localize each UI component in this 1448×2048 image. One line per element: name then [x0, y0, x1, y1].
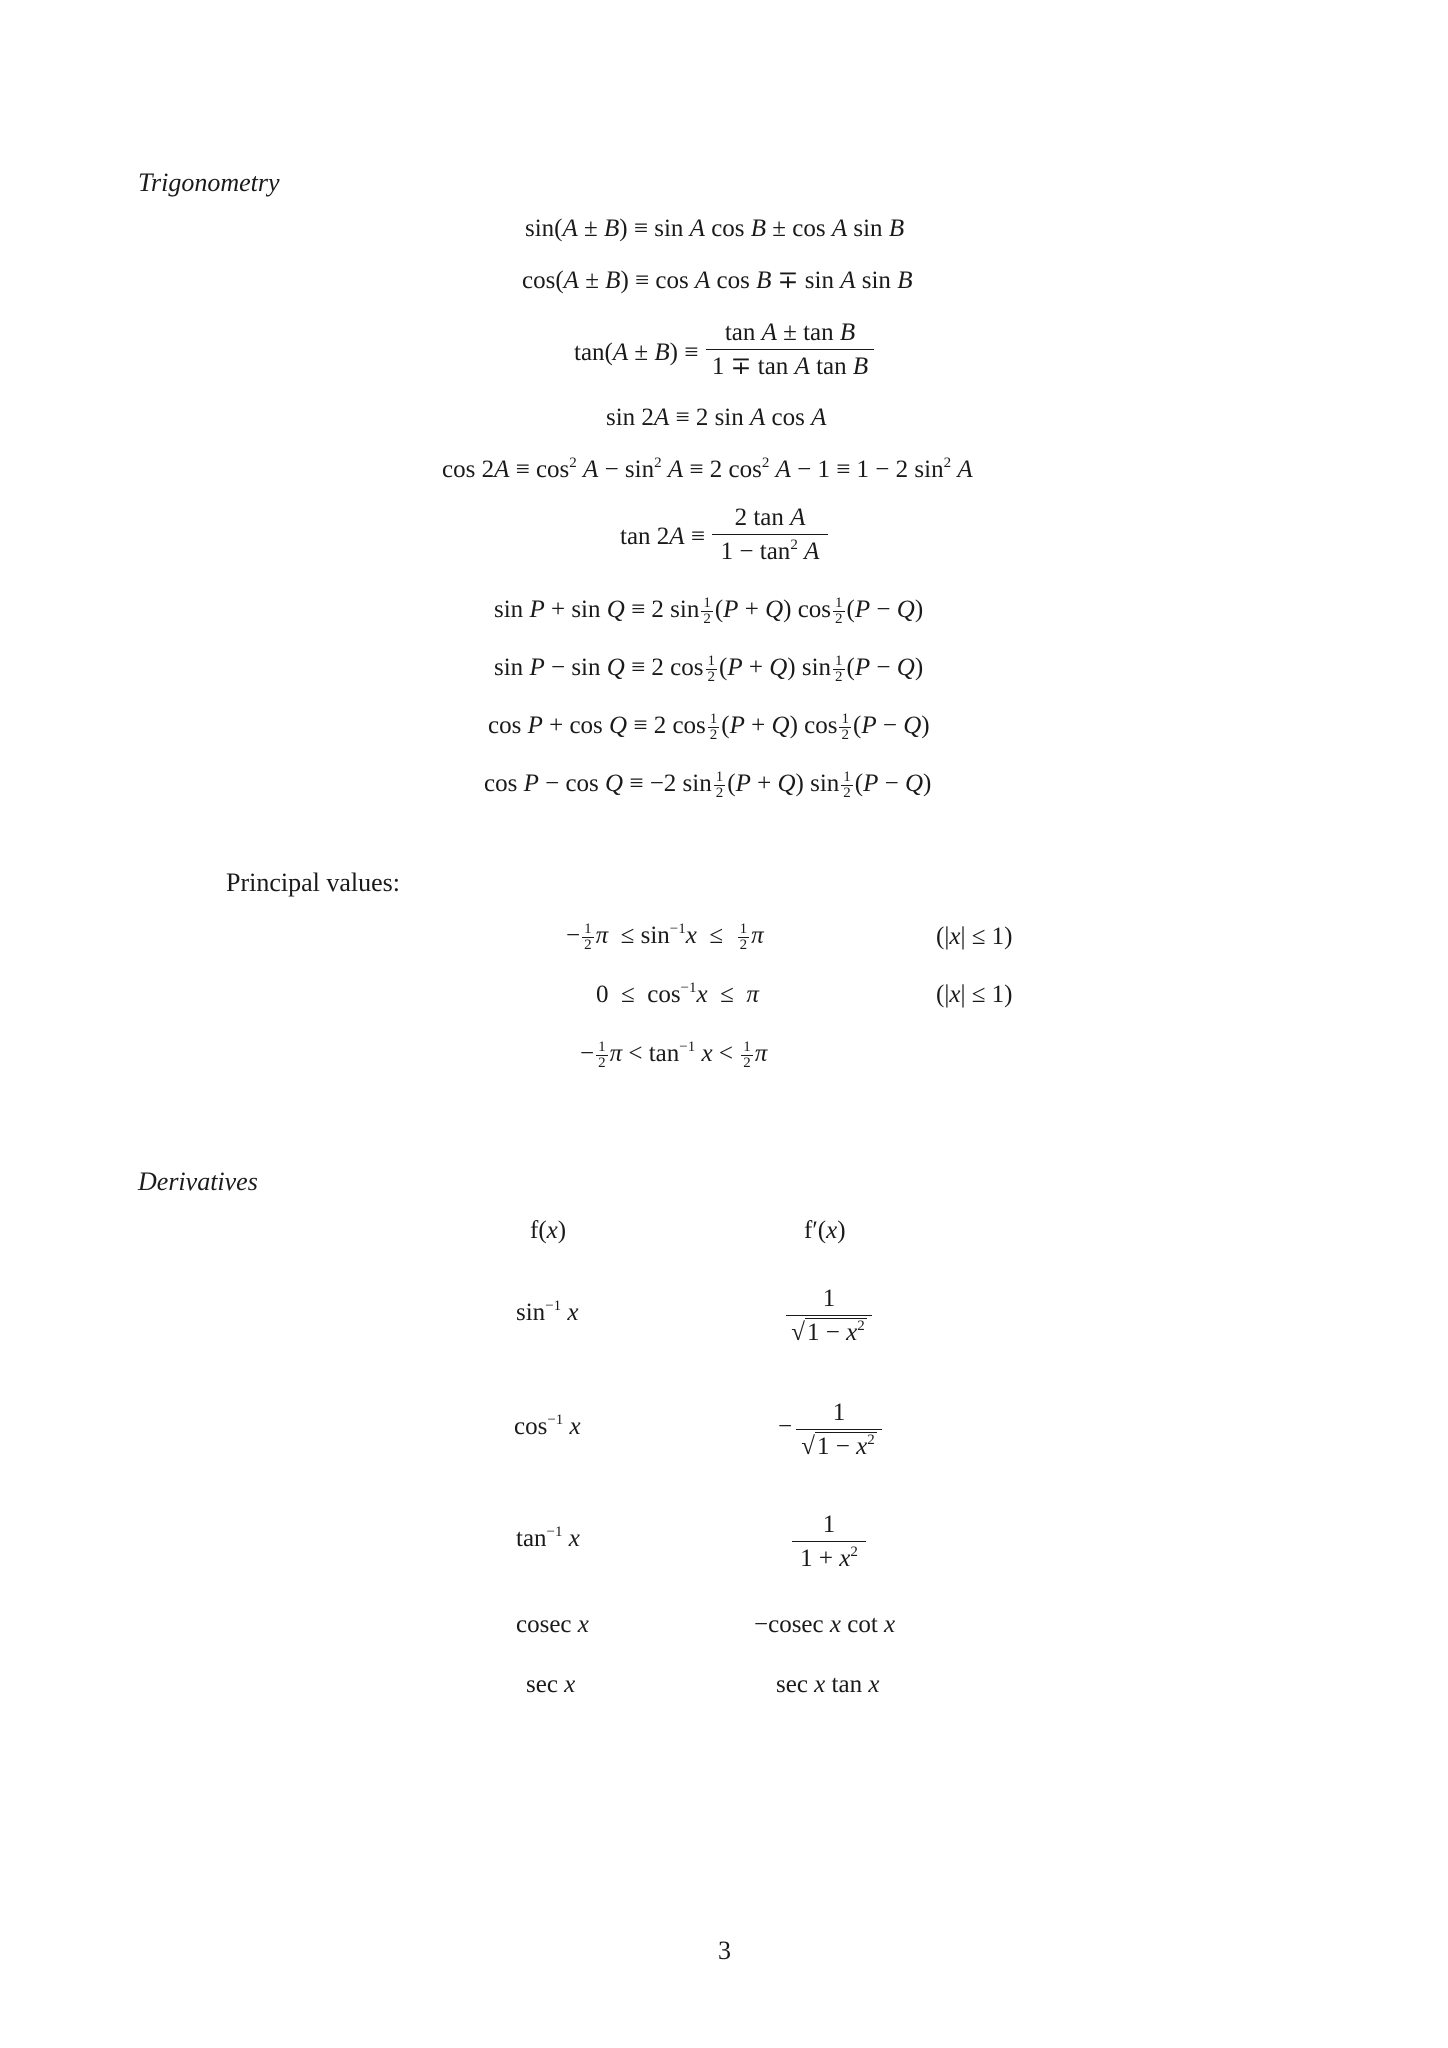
derivative-row-cosec-f: cosec x [516, 1611, 589, 1638]
principal-cos-range: $0 \le \cos^{-1}x \le \pi$ [596, 980, 759, 1008]
column-header-fprime: f′(x) [804, 1217, 846, 1244]
formula-sin-2a: sin 2A ≡ 2 sin A cos A [606, 404, 827, 431]
formula-sum-cos: cos P + cos Q ≡ 2 cos $\frac{1}{2}$ (P + Q) cos $\frac{1}{2}$ (P − Q) [488, 711, 930, 743]
derivative-row-arctan-df: $\frac{1}{1 + x^2}$ [792, 1512, 866, 1571]
derivative-row-cosec-df: −cosec x cot x [754, 1611, 896, 1638]
principal-sin-condition: (|x| ≤ 1) [936, 923, 1013, 950]
derivative-row-arcsin-f: $\sin^{-1} x$ [516, 1298, 579, 1326]
derivatives-heading: Derivatives [138, 1167, 258, 1196]
principal-sin-range: − $\frac{1}{2}$ $\pi \le \sin^{-1}x$ ≤ $\frac{1}{2}$ π [566, 921, 764, 953]
column-header-f: f(x) [530, 1217, 567, 1244]
derivative-row-arccos-df: $\frac{1}{√1 - x^2}$ [796, 1400, 882, 1459]
derivative-row-arcsin-df: $\frac{1}{√1 - x^2}$ [786, 1286, 872, 1345]
formula-tan-2a-fraction: $\frac{\text{2 tan A}}{1 - \tan^2 A}$ [712, 505, 828, 564]
principal-tan-range: − $\frac{1}{2}$ $\pi < \tan^{-1} x$ < $\frac{1}{2}$ π [580, 1039, 768, 1071]
formula-sin-sum: sin(A ± B) ≡ sin A cos B ± cos A sin B [525, 215, 905, 242]
derivative-row-arccos-sign: − [778, 1413, 793, 1440]
derivative-row-arctan-f: $\tan^{-1} x$ [516, 1524, 580, 1552]
derivative-row-sec-df: sec x tan x [776, 1671, 880, 1698]
principal-values-label: Principal values: [226, 868, 401, 897]
formula-tan-2a-lhs: tan 2A ≡ [620, 523, 705, 550]
formula-tan-sum-fraction: $\frac{\text{tan A ± tan B}}{\text{1 ∓ tan A tan B}}$ [706, 320, 874, 379]
formula-sum-sin: sin P + sin Q ≡ 2 sin $\frac{1}{2}$ (P + Q) cos $\frac{1}{2}$ (P − Q) [494, 595, 924, 627]
formula-diff-cos: cos P − cos Q ≡ −2 sin $\frac{1}{2}$ (P + Q) sin $\frac{1}{2}$ (P − Q) [484, 769, 932, 801]
derivative-row-arccos-f: $\cos^{-1} x$ [514, 1412, 581, 1440]
formula-cos-2a: $\cos 2A \equiv \cos^2 A - \sin^2 A \equiv 2$ $\cos^2 A - 1 \equiv 1 - 2$ $\sin^2 A$ [442, 455, 973, 483]
principal-cos-condition: (|x| ≤ 1) [936, 981, 1013, 1008]
page-number: 3 [718, 1936, 731, 1965]
trigonometry-heading: Trigonometry [138, 168, 280, 197]
formula-tan-sum-lhs: tan(A ± B) ≡ [574, 339, 699, 366]
formula-diff-sin: sin P − sin Q ≡ 2 cos $\frac{1}{2}$ (P + Q) sin $\frac{1}{2}$ (P − Q) [494, 653, 924, 685]
formula-cos-sum: cos(A ± B) ≡ cos A cos B ∓ sin A sin B [522, 267, 913, 294]
derivative-row-sec-f: sec x [526, 1671, 576, 1698]
